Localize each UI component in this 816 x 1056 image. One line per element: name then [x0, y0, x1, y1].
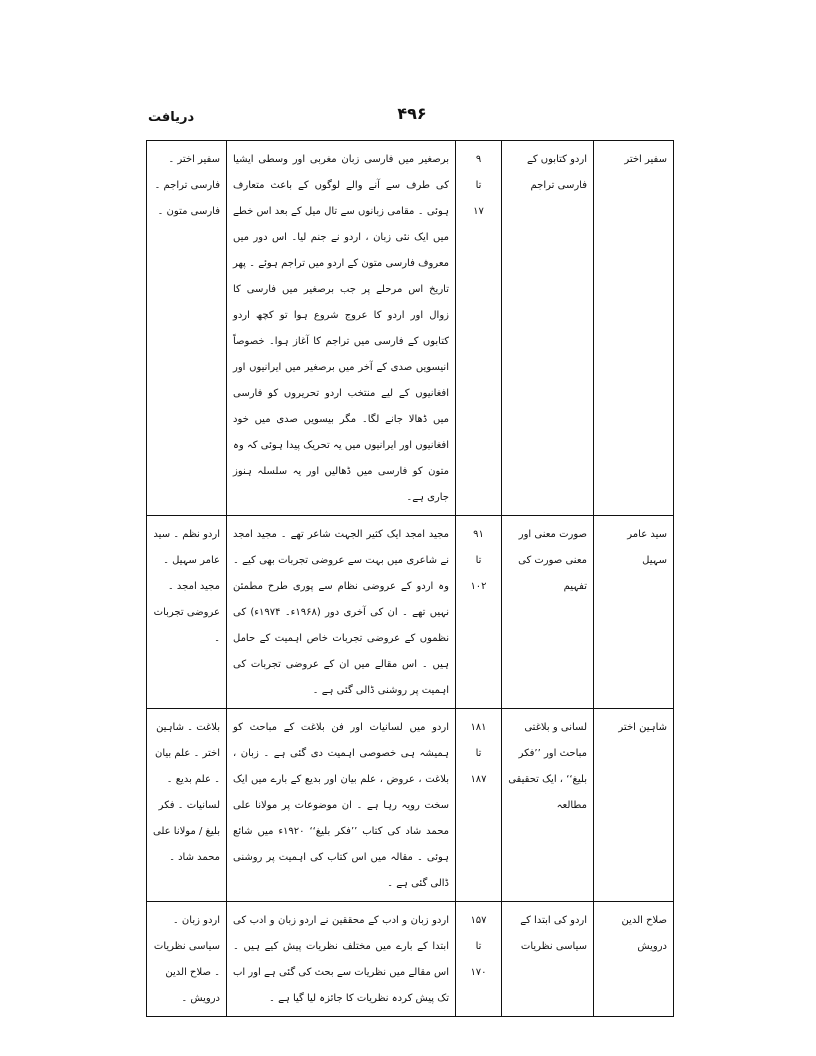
running-title: دریافت — [148, 110, 195, 125]
author-cell: سید عامر سہیل — [594, 516, 674, 709]
title-cell: صورت معنی اور معنی صورت کی تفہیم — [502, 516, 594, 709]
author-cell: شاہین اختر — [594, 709, 674, 902]
page-start: ۱۵۷ — [470, 915, 487, 926]
page-end: ۱۷۰ — [470, 967, 487, 978]
title-cell: اردو کتابوں کے فارسی تراجم — [502, 141, 594, 516]
table-row — [147, 902, 674, 1017]
page-start: ۱۸۱ — [470, 722, 487, 733]
page-start: ۹ — [475, 154, 482, 165]
title-cell: لسانی و بلاغتی مباحث اور ’’فکر بلیغ‘‘ ، ایک تحقیقی مطالعہ — [502, 709, 594, 902]
page-end: ۱۷ — [473, 206, 484, 217]
author-cell: صلاح الدین درویش — [594, 902, 674, 1017]
pages-cell — [456, 141, 502, 516]
author-cell: سفیر اختر — [594, 141, 674, 516]
keywords-cell: سفیر اختر ۔ فارسی تراجم ۔ فارسی متون ۔ — [147, 141, 227, 516]
page-end: ۱۸۷ — [470, 774, 487, 785]
index-table — [146, 140, 674, 1017]
table-row — [147, 516, 674, 709]
table-row — [147, 141, 674, 516]
description-cell: برصغیر میں فارسی زبان مغربی اور وسطی ایشیا کی طرف سے آنے والے لوگوں کے باعث متعارف ہوئی ۔ مقامی زبانوں سے تال میل کے بعد اس خطے میں ایک نئی زبان ، اردو نے جنم لیا۔ اس دور میں معروف فارسی متون کے اردو میں تراجم ہوئے ۔ پھر تاریخ اس مرحلے پر جب برصغیر میں فارسی کا زوال اور اردو کا عروج شروع ہوا تو کچھ اردو کتابوں کے فارسی میں تراجم کا آغاز ہوا۔ خصوصاً انیسویں صدی کے آخر میں برصغیر میں ایرانیوں اور افغانیوں کے لیے منتخب اردو تحریروں کو فارسی میں ڈھالا جانے لگا۔ مگر بیسویں صدی میں خود افغانیوں اور ایرانیوں میں یہ تحریک پیدا ہوئی کہ وہ متون کو فارسی میں ڈھالیں اور یہ سلسلہ ہنوز جاری ہے۔ — [227, 141, 456, 516]
page-start: ۹۱ — [473, 529, 484, 540]
pages-cell — [456, 709, 502, 902]
page-header — [148, 104, 676, 134]
page-number: ۴۹۶ — [397, 104, 427, 123]
table-row — [147, 709, 674, 902]
description-cell: اردو میں لسانیات اور فن بلاغت کے مباحث کو ہمیشہ ہی خصوصی اہمیت دی گئی ہے ۔ زبان ، بلاغت ، عروض ، علم بیان اور بدیع کے بارے میں ایک سخت رویہ رہا ہے ۔ ان موضوعات پر مولانا علی محمد شاد کی کتاب ’’فکر بلیغ‘‘ ۱۹۲۰ء میں شائع ہوئی ۔ مقالہ میں اس کتاب کی اہمیت پر روشنی ڈالی گئی ہے ۔ — [227, 709, 456, 902]
page-to: تا — [475, 748, 482, 759]
page-to: تا — [475, 180, 482, 191]
description-cell: مجید امجد ایک کثیر الجہت شاعر تھے ۔ مجید امجد نے شاعری میں بہت سے عروضی تجربات بھی کیے ۔ وہ اردو کے عروضی نظام سے پوری طرح مطمئن نہیں تھے ۔ ان کی آخری دور (۱۹۶۸ء۔ ۱۹۷۴ء) کی نظموں کے عروضی تجربات خاص اہمیت کے حامل ہیں ۔ اس مقالے میں ان کے عروضی تجربات کی اہمیت پر روشنی ڈالی گئی ہے ۔ — [227, 516, 456, 709]
keywords-cell: اردو زبان ۔ سیاسی نظریات ۔ صلاح الدین درویش ۔ — [147, 902, 227, 1017]
pages-cell — [456, 516, 502, 709]
page-end: ۱۰۲ — [470, 581, 487, 592]
keywords-cell: بلاغت ۔ شاہین اختر ۔ علم بیان ۔ علم بدیع ۔ لسانیات ۔ فکر بلیغ / مولانا علی محمد شاد ۔ — [147, 709, 227, 902]
keywords-cell: اردو نظم ۔ سید عامر سہیل ۔ مجید امجد ۔ عروضی تجربات ۔ — [147, 516, 227, 709]
title-cell: اردو کی ابتدا کے سیاسی نظریات — [502, 902, 594, 1017]
page-to: تا — [475, 941, 482, 952]
page-to: تا — [475, 555, 482, 566]
pages-cell — [456, 902, 502, 1017]
description-cell: اردو زبان و ادب کے محققین نے اردو زبان و ادب کی ابتدا کے بارے میں مختلف نظریات پیش کیے ہیں ۔ اس مقالے میں نظریات سے بحث کی گئی ہے اور اب تک پیش کردہ نظریات کا جائزہ لیا گیا ہے ۔ — [227, 902, 456, 1017]
